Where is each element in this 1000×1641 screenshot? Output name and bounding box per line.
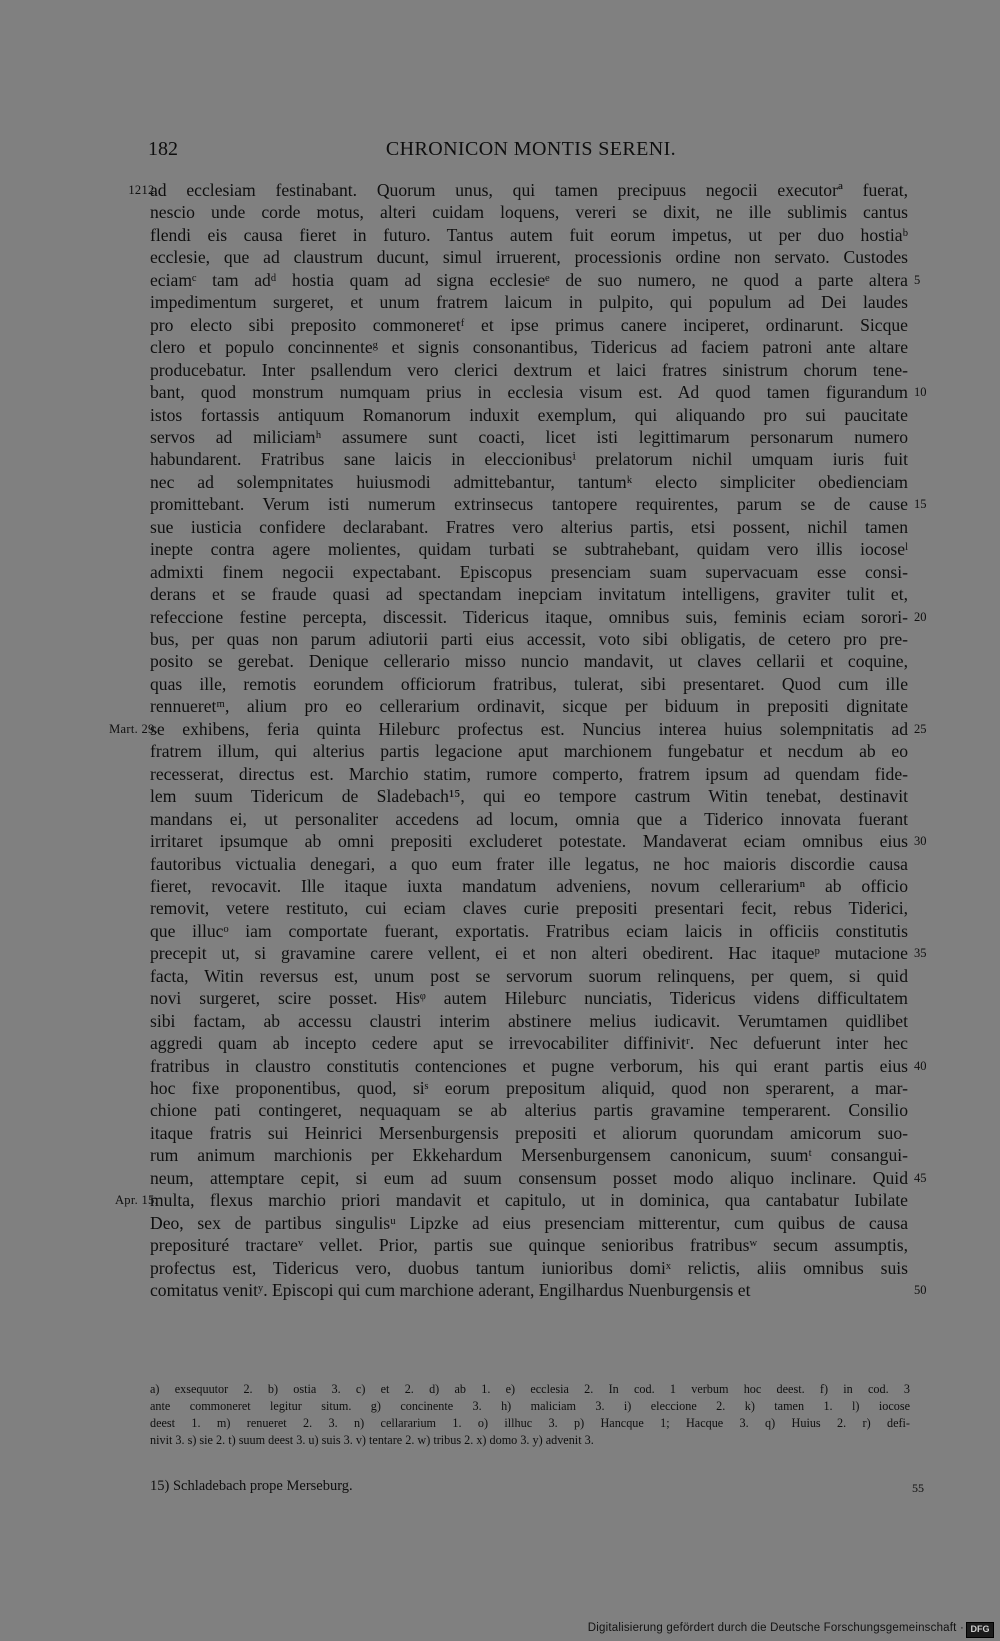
line-number: 50 [914, 1283, 927, 1298]
text-line: chione pati contingeret, nequaquam se ab alterius partis gravamine temperarent. Consilio [150, 1100, 908, 1121]
editor-note: 15) Schladebach prope Merseburg. [150, 1478, 353, 1494]
text-line: sue iusticia confidere declarabant. Fratres vero alterius partis, etsi possent, nichil tamen [150, 516, 908, 537]
text-line: impedimentum surgeret, et unum fratrem laicum in pulpito, qui populum ad Dei laudes [150, 292, 908, 313]
text-line: bant, quod monstrum numquam prius in ecclesia visum est. Ad quod tamen figurandum [150, 382, 908, 403]
text-line: promittebant. Verum isti numerum extrinsecus tantopere requirentes, parum se de cause [150, 494, 908, 515]
text-line: que illucᵒ iam comportate fuerant, exportatis. Fratribus eciam laicis in officiis constitutis [150, 920, 908, 941]
text-line: preposituré tractareᵛ vellet. Prior, partis sue quinque senioribus fratribusʷ secum assumptis, [150, 1235, 908, 1256]
text-line: rum animum marchionis per Ekkehardum Mersenburgensem canonicum, suumᵗ consangui- [150, 1145, 908, 1166]
text-line: flendi eis causa fieret in futuro. Tantus autem fuit eorum impetus, ut per duo hostiaᵇ [150, 224, 908, 245]
text-line: producebatur. Inter psallendum vero clerici dextrum et laici fratres sinistrum chorum tene- [150, 359, 908, 380]
text-line: ecclesie, que ad claustrum ducunt, simul irruerent, processionis ordine non servato. Custodes [150, 247, 908, 268]
line-number: 10 [914, 385, 927, 400]
text-line: rennueretᵐ, alium pro eo cellerarium ordinavit, sicque per biduum in prepositi dignitate [150, 696, 908, 717]
text-line: removit, vetere restituto, cui eciam claves curie prepositi presentari fecit, rebus Tiderici, [150, 898, 908, 919]
line-number: 20 [914, 609, 927, 624]
line-number: 25 [914, 721, 927, 736]
date-marginal: Apr. 15. [114, 1193, 158, 1208]
text-line: istos fortassis antiquum Romanorum induxit exemplum, qui aliquando pro sui paucitate [150, 404, 908, 425]
dfg-logo [966, 1622, 994, 1638]
footnote-line: nivit 3. s) sie 2. t) suum deest 3. u) suis 3. v) tentare 2. w) tribus 2. x) domo 3. y) advenit 3. [150, 1433, 594, 1447]
text-line: precepit ut, si gravamine carere vellent, ei et non alteri obedirent. Hac itaqueᵖ mutacione [150, 943, 908, 964]
dfg-logo-text: DFG [970, 1624, 990, 1634]
text-line: multa, flexus marchio priori mandavit et capitulo, ut in dominica, qua cantabatur Iubilate [150, 1190, 908, 1211]
footnote-line: ante commoneret legitur situm. g) concinente 3. h) maliciam 3. i) eleccione 2. k) tamen 1. l) iocose [150, 1399, 910, 1413]
text-line: eciamᶜ tam adᵈ hostia quam ad signa ecclesieᵉ de suo numero, ne quod a parte altera [150, 269, 908, 290]
text-line: bus, per quas non parum adiutorii parti eius accessit, voto sibi obligatis, de cetero pro pre- [150, 629, 908, 649]
text-line: irritaret ipsumque ab omni prepositi excluderet potestate. Mandaverat eciam omnibus eius [150, 831, 908, 852]
text-line: profectus est, Tidericus vero, duobus tantum iunioribus domiˣ relictis, aliis omnibus suis [150, 1257, 908, 1278]
text-line: posito se gerebat. Denique cellerario misso nuncio mandavit, ut claves cellarii et coquine, [150, 651, 908, 672]
line-number: 45 [914, 1170, 927, 1185]
signature-mark: 55 [912, 1481, 924, 1495]
text-line: derans et se fraude quasi ad spectandam inepciam invitatum intelligens, graviter tulit et, [150, 584, 908, 605]
text-line: inepte contra agere molientes, quidam turbati se subtrahebant, quidam vero illis iocoseˡ [150, 539, 908, 560]
text-line: sibi factam, ab accessu claustri interim abstinere melius iudicavit. Verumtamen quidlibet [150, 1010, 908, 1031]
footnote-line: a) exsequutor 2. b) ostia 3. c) et 2. d) ab 1. e) ecclesia 2. In cod. 1 verbum hoc deest. f) in cod. 3 [150, 1382, 910, 1396]
text-line: hoc fixe proponentibus, quod, siˢ eorum prepositum aliquid, quod non sperarent, a mar- [150, 1078, 908, 1098]
text-line: admixti finem negocii expectabant. Episcopus presenciam suam supervacuam esse consi- [150, 561, 908, 582]
text-line: aggredi quam ab incepto cedere aput se irrevocabiliter diffinivitʳ. Nec defuerunt inter hec [150, 1033, 908, 1054]
text-line: refeccione festine percepta, discessit. Tidericus itaque, omnibus suis, feminis eciam sorori- [150, 606, 908, 627]
text-line: lem suum Tidericum de Sladebach¹⁵, qui eo tempore castrum Witin tenebat, destinavit [150, 786, 908, 807]
text-line: se exhibens, feria quinta Hileburc profectus est. Nuncius interea huius solempnitatis ad [150, 718, 908, 739]
running-title: CHRONICON MONTIS SERENI. [385, 138, 677, 160]
text-line: fautoribus victualia denegari, a quo eum frater ille legatus, ne hoc maioris discordie causa [150, 853, 908, 874]
page-number: 182 [148, 138, 178, 160]
text-line: neum, attemptare cepit, si eum ad suum consensum posset modo aliquo inclinare. Quid [150, 1167, 908, 1188]
text-line: facta, Witin reversus est, unum post se servorum suorum relinquens, per quem, si quid [150, 965, 908, 986]
text-line: habundarent. Fratribus sane laicis in eleccionibusⁱ prelatorum nichil umquam iuris fuit [150, 449, 908, 470]
text-line: quas ille, remotis eorundem officiorum fratribus, tulerat, sibi presentaret. Quod cum ille [150, 673, 908, 694]
footnotes [150, 1381, 910, 1449]
text-line: nescio unde corde motus, alteri cuidam loquens, vereri se dixit, ne ille sublimis cantus [150, 202, 908, 223]
text-line: comitatus venitʸ. Episcopi qui cum marchione aderant, Engilhardus Nuenburgensis et [150, 1280, 751, 1301]
text-line: pro electo sibi preposito commoneretᶠ et ipse primus canere inciperet, ordinarunt. Sicque [150, 314, 908, 335]
text-line: Deo, sex de partibus singulisᵘ Lipzke ad eius presenciam mitterentur, cum quibus de causa [150, 1212, 908, 1233]
line-number: 30 [914, 834, 927, 849]
date-marginal: 1212. [128, 183, 158, 197]
text-line: fieret, revocavit. Ille itaque iuxta mandatum adveniens, novum cellerariumⁿ ab officio [150, 875, 908, 896]
text-line: fratribus in claustro constitutis contenciones et pugne verborum, his qui erant partis eius [150, 1055, 908, 1076]
line-number: 40 [914, 1058, 927, 1073]
text-line: recesserat, directus est. Marchio statim, rumore comperto, fratrem ipsum ad quendam fide- [150, 763, 908, 784]
text-line: nec ad solempnitates huiusmodi admittebantur, tantumᵏ electo simpliciter obedienciam [150, 471, 908, 492]
text-line: novi surgeret, scire posset. Hisᵠ autem Hileburc nunciatis, Tidericus videns difficultatem [150, 988, 908, 1009]
digitization-credit: Digitalisierung gefördert durch die Deutsche Forschungsgemeinschaft · [587, 1622, 964, 1634]
text-line: clero et populo concinnenteᵍ et signis consonantibus, Tidericus ad faciem patroni ante altare [150, 337, 908, 358]
text-line: fratrem illum, qui alterius partis legacione aput marchionem fungebatur et necdum ab eo [150, 741, 908, 762]
line-number: 5 [914, 272, 921, 287]
date-marginal: Mart. 29. [109, 721, 158, 736]
text-line: itaque fratris sui Heinrici Mersenburgensis prepositi et aliorum quorundam amicorum suo- [150, 1122, 908, 1143]
page-header [148, 138, 914, 164]
text-line: ad ecclesiam festinabant. Quorum unus, qui tamen precipuus negocii executorª fuerat, [150, 180, 908, 200]
text-line: servos ad miliciamʰ assumere sunt coacti, licet isti legittimarum personarum numero [150, 426, 908, 447]
text-line: mandans ei, ut personaliter accedens ad locum, omnia que a Tiderico innovata fuerant [150, 808, 908, 829]
line-number: 15 [914, 497, 927, 512]
line-number: 35 [914, 946, 927, 961]
footnote-line: deest 1. m) renueret 2. 3. n) cellararium 1. o) illhuc 3. p) Hancque 1; Hacque 3. q) Huius 2. r) defi- [150, 1416, 910, 1430]
